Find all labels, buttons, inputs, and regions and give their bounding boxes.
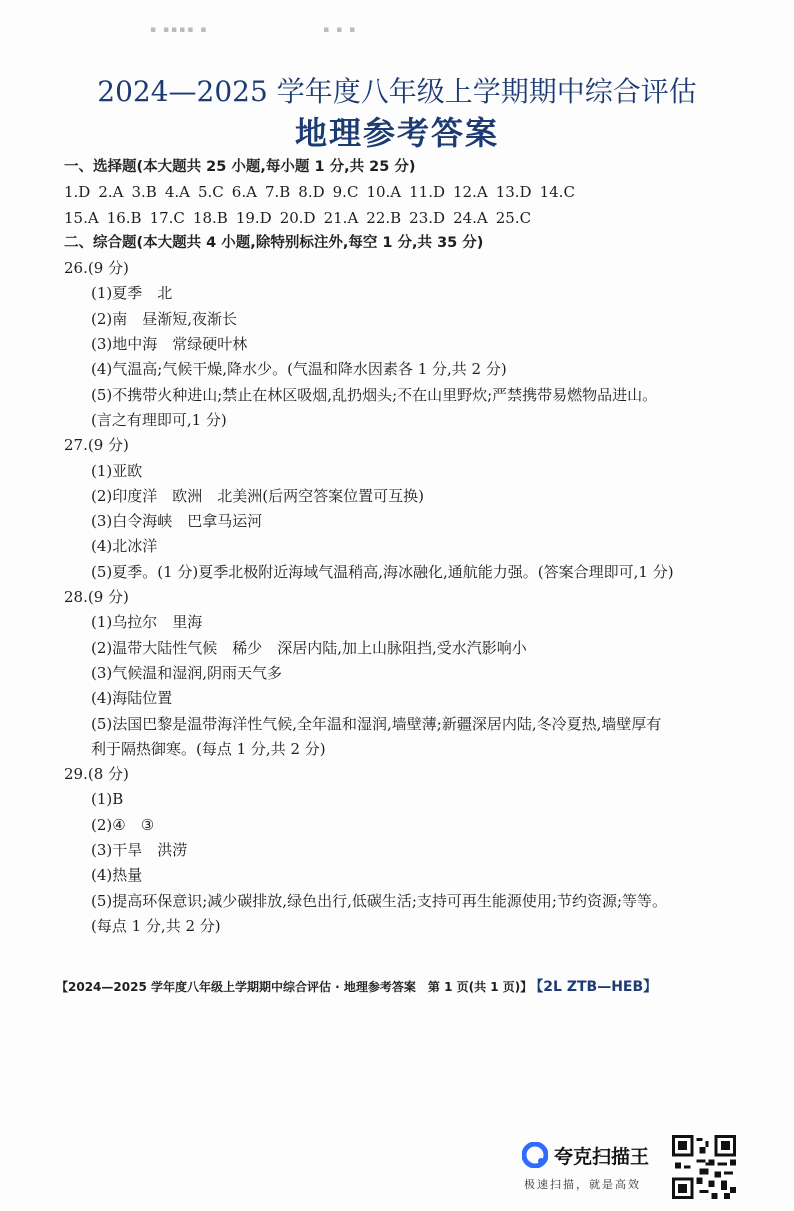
choice-answer: 23.D bbox=[409, 208, 446, 227]
choice-answer: 25.C bbox=[495, 208, 532, 227]
brand-name: 夸克扫描王 bbox=[554, 1146, 650, 1168]
answer-line: (5)不携带火种进山;禁止在林区吸烟,乱扔烟头;不在山里野炊;严禁携带易燃物品进山。 bbox=[91, 385, 658, 404]
choice-answer: 3.B bbox=[131, 183, 157, 202]
choice-answer: 19.D bbox=[235, 208, 272, 227]
answer-line: (5)提高环保意识;减少碳排放,绿色出行,低碳生活;支持可再生能源使用;节约资源;等等。 bbox=[91, 891, 668, 910]
choice-answer: 5.C bbox=[198, 183, 224, 202]
choice-answer: 7.B bbox=[264, 183, 291, 202]
answer-line: (言之有理即可,1 分) bbox=[91, 410, 227, 429]
choice-answer: 11.D bbox=[409, 183, 446, 202]
answer-line: (3)白令海峡 巴拿马运河 bbox=[91, 512, 263, 531]
answer-line: (4)北冰洋 bbox=[91, 537, 158, 556]
scan-artifact: ▪ ▪▪▪▪ ▪ ▪ ▪ ▪ bbox=[150, 25, 358, 35]
choice-answer: 20.D bbox=[279, 208, 316, 227]
page-footer bbox=[56, 976, 746, 996]
footer-code: 【2L ZTB—HEB】 bbox=[536, 979, 658, 995]
answer-line: (2)④ ③ bbox=[91, 815, 155, 834]
choice-answer: 8.D bbox=[298, 183, 325, 202]
choice-answers-row-1 bbox=[64, 180, 744, 205]
answer-line: (4)热量 bbox=[91, 866, 143, 885]
answer-line: 利于隔热御寒。(每点 1 分,共 2 分) bbox=[91, 739, 326, 758]
question-number: 27.(9 分) bbox=[64, 436, 129, 455]
answer-line: (5)夏季。(1 分)夏季北极附近海域气温稍高,海冰融化,通航能力强。(答案合理即可,1 分) bbox=[91, 562, 674, 581]
choice-answer: 1.D bbox=[64, 183, 91, 202]
choice-answer: 6.A bbox=[231, 183, 257, 202]
qr-code-icon bbox=[672, 1135, 736, 1199]
answer-content bbox=[64, 155, 744, 939]
choice-answer: 17.C bbox=[149, 208, 185, 227]
question-list bbox=[64, 256, 744, 939]
answer-line: (2)南 昼渐短,夜渐长 bbox=[91, 309, 238, 328]
answer-line: (3)地中海 常绿硬叶林 bbox=[91, 335, 248, 354]
page-title: 2024—2025 学年度八年级上学期期中综合评估 bbox=[97, 75, 697, 108]
choice-answer: 12.A bbox=[453, 183, 488, 202]
brand-tagline: 极速扫描，就是高效 bbox=[524, 1178, 641, 1191]
choice-answer: 16.B bbox=[106, 208, 142, 227]
choice-answer: 24.A bbox=[453, 208, 488, 227]
answer-line: (2)印度洋 欧洲 北美洲(后两空答案位置可互换) bbox=[91, 486, 424, 505]
page-subtitle: 地理参考答案 bbox=[294, 114, 499, 152]
choice-answer: 13.D bbox=[495, 183, 532, 202]
footer-text: 【2024—2025 学年度八年级上学期期中综合评估 · 地理参考答案 第 1 页(共 1 页)】 bbox=[56, 980, 533, 994]
answer-line: (4)海陆位置 bbox=[91, 689, 173, 708]
section-heading-choice: 一、选择题(本大题共 25 小题,每小题 1 分,共 25 分) bbox=[64, 159, 416, 175]
answer-line: (3)气候温和湿润,阴雨天气多 bbox=[91, 663, 283, 682]
choice-answer: 4.A bbox=[164, 183, 190, 202]
choice-answer: 15.A bbox=[64, 208, 99, 227]
answer-line: (1)B bbox=[91, 790, 124, 809]
answer-line: (1)夏季 北 bbox=[91, 284, 173, 303]
choice-answers-row-2 bbox=[64, 206, 744, 231]
choice-answer: 22.B bbox=[366, 208, 402, 227]
quark-logo-icon bbox=[522, 1142, 548, 1168]
answer-line: (1)乌拉尔 里海 bbox=[91, 613, 203, 632]
answer-line: (4)气温高;气候干燥,降水少。(气温和降水因素各 1 分,共 2 分) bbox=[91, 360, 507, 379]
answer-line: (5)法国巴黎是温带海洋性气候,全年温和湿润,墙壁薄;新疆深居内陆,冬冷夏热,墙壁厚有 bbox=[91, 714, 662, 733]
choice-answer: 18.B bbox=[192, 208, 228, 227]
scanner-watermark bbox=[520, 1138, 670, 1198]
choice-answer: 10.A bbox=[366, 183, 402, 202]
answer-line: (1)亚欧 bbox=[91, 461, 143, 480]
choice-answer: 14.C bbox=[539, 183, 575, 202]
choice-answer: 2.A bbox=[98, 183, 124, 202]
question-number: 28.(9 分) bbox=[64, 588, 129, 607]
answer-line: (2)温带大陆性气候 稀少 深居内陆,加上山脉阻挡,受水汽影响小 bbox=[91, 638, 527, 657]
choice-answer: 21.A bbox=[323, 208, 359, 227]
question-number: 29.(8 分) bbox=[64, 765, 129, 784]
question-number: 26.(9 分) bbox=[64, 259, 129, 278]
answer-line: (每点 1 分,共 2 分) bbox=[91, 916, 221, 935]
section-heading-comprehensive: 二、综合题(本大题共 4 小题,除特别标注外,每空 1 分,共 35 分) bbox=[64, 234, 484, 251]
answer-line: (3)干旱 洪涝 bbox=[91, 841, 188, 860]
choice-answer: 9.C bbox=[332, 183, 359, 202]
